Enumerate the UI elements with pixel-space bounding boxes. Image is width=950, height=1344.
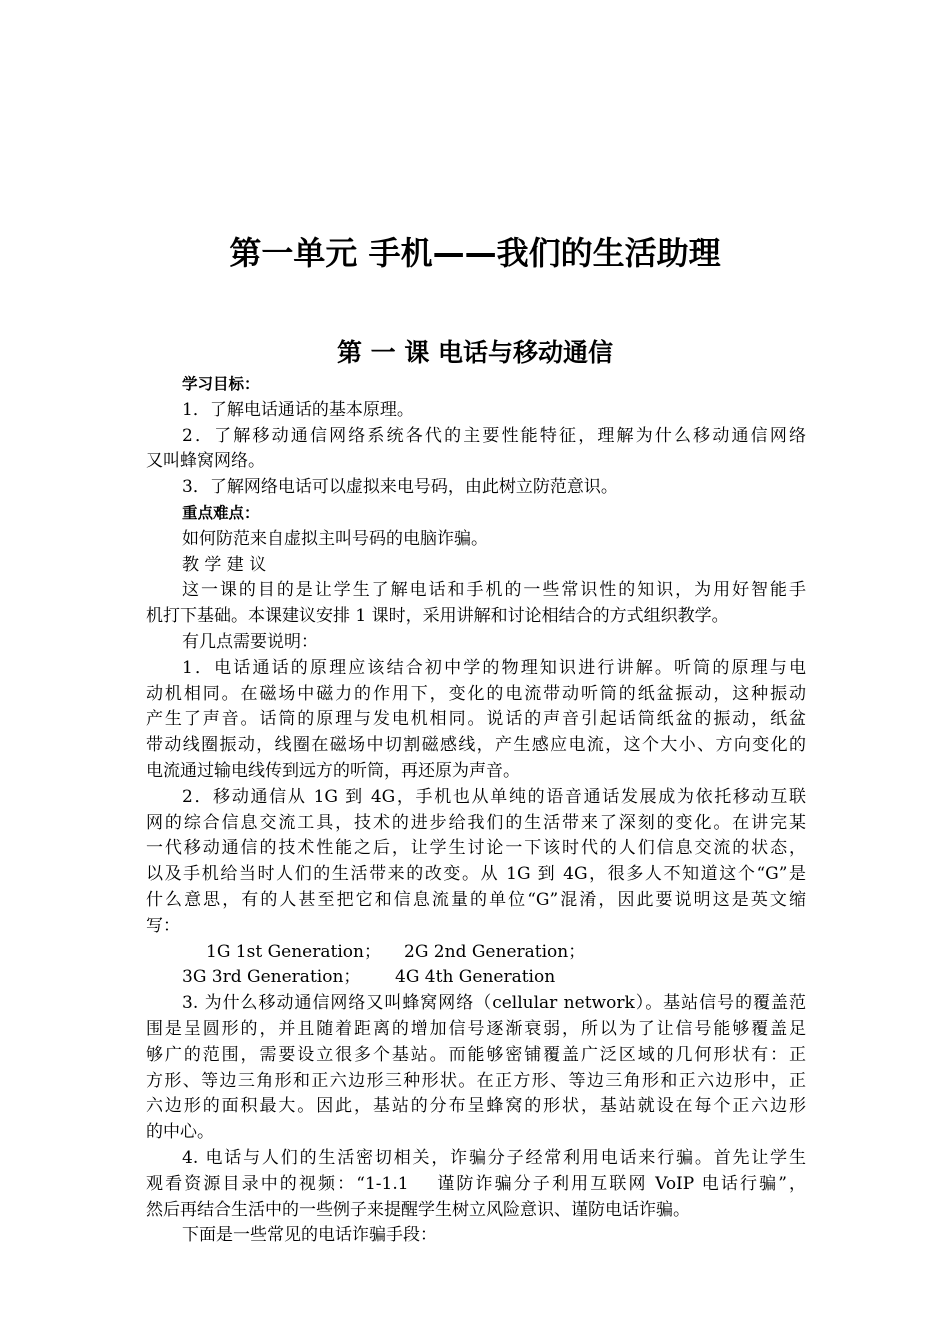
paragraph-3-line-5: 六边形的面积最大。因此，基站的分布呈蜂窝的形状，基站就设在每个正六边形 (146, 1096, 806, 1117)
paragraph-3-line-4: 方形、等边三角形和正六边形三种形状。在正方形、等边三角形和正六边形中，正 (146, 1070, 806, 1091)
objectives-heading: 学习目标： (182, 375, 260, 393)
paragraph-1-line-4: 带动线圈振动，线圈在磁场中切割磁感线，产生感应电流，这个大小、方向变化的 (146, 735, 806, 756)
objective-3: 3．了解网络电话可以虚拟来电号码，由此树立防范意识。 (182, 477, 618, 498)
objective-2-line-2: 又叫蜂窝网络。 (146, 451, 265, 472)
objective-1: 1．了解电话通话的基本原理。 (182, 399, 414, 420)
generation-row-1 (146, 940, 806, 966)
generation-2g: 2G 2nd Generation； (404, 941, 586, 962)
body-text (146, 372, 806, 1249)
paragraph-4-line-3: 然后再结合生活中的一些例子来提醒学生树立风险意识、谨防电话诈骗。 (146, 1199, 690, 1220)
paragraph-2-line-3: 一代移动通信的技术性能之后，让学生讨论一下该时代的人们信息交流的状态， (146, 838, 806, 859)
objective-2-line-1: 2．了解移动通信网络系统各代的主要性能特征，理解为什么移动通信网络 (182, 425, 806, 446)
paragraph-2-line-2: 网的综合信息交流工具，技术的进步给我们的生活带来了深刻的变化。在讲完某 (146, 812, 806, 833)
teaching-heading: 教 学 建 议 (182, 554, 267, 575)
key-heading: 重点难点： (182, 503, 260, 522)
intro-line-1: 这一课的目的是让学生了解电话和手机的一些常识性的知识，为用好智能手 (182, 580, 806, 601)
generation-3g: 3G 3rd Generation； (182, 967, 361, 988)
paragraph-2-line-1: 2．移动通信从 1G 到 4G，手机也从单纯的语音通话发展成为依托移动互联 (182, 786, 806, 807)
notes-heading: 有几点需要说明： (182, 631, 318, 652)
paragraph-2-line-5: 什么意思，有的人甚至把它和信息流量的单位“G”混淆，因此要说明这是英文缩 (146, 889, 806, 910)
paragraph-3-line-3: 够广的范围，需要设立很多个基站。而能够密铺覆盖广泛区域的几何形状有：正 (146, 1044, 806, 1065)
paragraph-1-line-5: 电流通过输电线传到远方的听筒，再还原为声音。 (146, 760, 520, 781)
paragraph-4-line-2: 观看资源目录中的视频：“1-1.1 谨防诈骗分子利用互联网 VoIP 电话行骗”， (146, 1173, 806, 1194)
paragraph-3-line-1: 3. 为什么移动通信网络又叫蜂窝网络（cellular network）。基站信号的覆盖范 (182, 993, 806, 1014)
unit-title: 第一单元 手机——我们的生活助理 (229, 234, 721, 272)
paragraph-1-line-2: 动机相同。在磁场中磁力的作用下，变化的电流带动听筒的纸盆振动，这种振动 (146, 683, 806, 704)
generation-1g: 1G 1st Generation； (206, 941, 381, 962)
paragraph-4-line-1: 4. 电话与人们的生活密切相关，诈骗分子经常利用电话来行骗。首先让学生 (182, 1147, 806, 1168)
paragraph-1-line-3: 产生了声音。话筒的原理与发电机相同。说话的声音引起话筒纸盆的振动，纸盆 (146, 709, 806, 730)
key-text: 如何防范来自虚拟主叫号码的电脑诈骗。 (182, 528, 488, 549)
lesson-title: 第 一 课 电话与移动通信 (336, 338, 614, 367)
closing-line: 下面是一些常见的电话诈骗手段： (182, 1225, 437, 1246)
generation-row-2 (146, 965, 806, 991)
paragraph-3-line-6: 的中心。 (146, 1122, 214, 1143)
paragraph-3-line-2: 围是呈圆形的，并且随着距离的增加信号逐渐衰弱，所以为了让信号能够覆盖足 (146, 1018, 806, 1039)
paragraph-2-line-4: 以及手机给当时人们的生活带来的改变。从 1G 到 4G，很多人不知道这个“G”是 (146, 864, 806, 885)
paragraph-1-line-1: 1．电话通话的原理应该结合初中学的物理知识进行讲解。听筒的原理与电 (182, 657, 806, 678)
paragraph-2-line-6: 写： (146, 915, 180, 936)
generation-4g: 4G 4th Generation (395, 967, 556, 988)
intro-line-2: 机打下基础。本课建议安排 1 课时，采用讲解和讨论相结合的方式组织教学。 (146, 606, 729, 627)
